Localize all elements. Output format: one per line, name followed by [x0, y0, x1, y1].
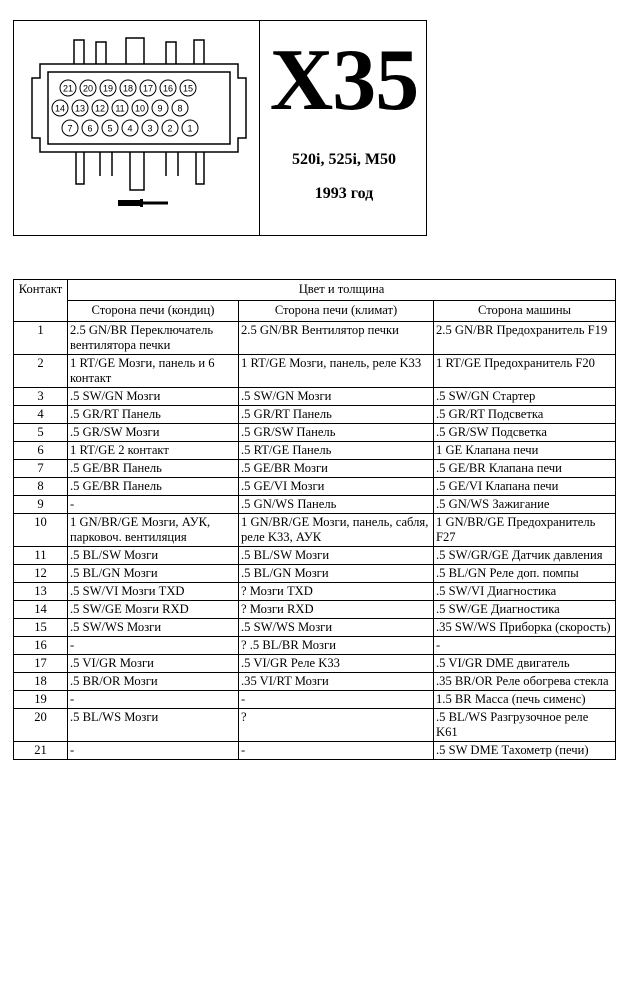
- heater-ac-cell: .5 SW/GN Мозги: [68, 388, 239, 406]
- col-car-header: Сторона машины: [434, 301, 616, 322]
- pin-label: 10: [134, 103, 146, 114]
- car-cell: 2.5 GN/BR Предохранитель F19: [434, 322, 616, 355]
- col-contact-header: Контакт: [14, 280, 68, 322]
- car-cell: .5 SW/GN Стартер: [434, 388, 616, 406]
- heater-climate-cell: .5 GN/WS Панель: [239, 496, 434, 514]
- pin-label: 14: [54, 103, 66, 114]
- pin-cell: 4: [14, 406, 68, 424]
- pin-label: 9: [157, 103, 163, 114]
- pin-label: 7: [67, 123, 73, 134]
- pin-cell: 6: [14, 442, 68, 460]
- heater-climate-cell: .5 GE/VI Мозги: [239, 478, 434, 496]
- pin-label: 17: [142, 83, 154, 94]
- heater-ac-cell: 1 RT/GE 2 контакт: [68, 442, 239, 460]
- wiring-table: [13, 279, 616, 760]
- car-cell: .5 GN/WS Зажигание: [434, 496, 616, 514]
- pin-cell: 20: [14, 709, 68, 742]
- heater-ac-cell: .5 GR/RT Панель: [68, 406, 239, 424]
- table-row: [14, 673, 616, 691]
- header-box: [13, 20, 427, 236]
- car-cell: .5 GR/RT Подсветка: [434, 406, 616, 424]
- table-row: [14, 496, 616, 514]
- table-row: [14, 637, 616, 655]
- pin-cell: 11: [14, 547, 68, 565]
- heater-ac-cell: .5 GR/SW Мозги: [68, 424, 239, 442]
- pin-holes: [52, 80, 198, 136]
- col-heater-ac-header: Сторона печи (кондиц): [68, 301, 239, 322]
- heater-climate-cell: .5 BL/GN Мозги: [239, 565, 434, 583]
- heater-climate-cell: ? Мозги RXD: [239, 601, 434, 619]
- pin-cell: 12: [14, 565, 68, 583]
- pin-cell: 10: [14, 514, 68, 547]
- pin-cell: 17: [14, 655, 68, 673]
- car-cell: .5 VI/GR DME двигатель: [434, 655, 616, 673]
- car-cell: .5 GE/BR Клапана печи: [434, 460, 616, 478]
- heater-climate-cell: .5 RT/GE Панель: [239, 442, 434, 460]
- heater-climate-cell: -: [239, 742, 434, 760]
- pin-cell: 16: [14, 637, 68, 655]
- table-row: [14, 691, 616, 709]
- col-group-header: Цвет и толщина: [68, 280, 616, 301]
- pin-cell: 14: [14, 601, 68, 619]
- car-cell: 1 RT/GE Предохранитель F20: [434, 355, 616, 388]
- pin-label: 12: [94, 103, 106, 114]
- pin-cell: 1: [14, 322, 68, 355]
- pin-cell: 9: [14, 496, 68, 514]
- pin-cell: 18: [14, 673, 68, 691]
- heater-climate-cell: .5 VI/GR Реле K33: [239, 655, 434, 673]
- heater-ac-cell: .5 SW/WS Мозги: [68, 619, 239, 637]
- car-cell: .5 SW/GR/GE Датчик давления: [434, 547, 616, 565]
- car-cell: .5 SW/GE Диагностика: [434, 601, 616, 619]
- heater-ac-cell: .5 SW/VI Мозги TXD: [68, 583, 239, 601]
- car-cell: .5 BL/WS Разгрузочное реле K61: [434, 709, 616, 742]
- heater-ac-cell: .5 BL/GN Мозги: [68, 565, 239, 583]
- heater-climate-cell: 1 GN/BR/GE Мозги, панель, сабля, реле K33, АУК: [239, 514, 434, 547]
- pin-row-bottom: [62, 120, 198, 136]
- pin-label: 20: [82, 83, 94, 94]
- car-cell: 1 GE Клапана печи: [434, 442, 616, 460]
- heater-ac-cell: .5 GE/BR Панель: [68, 460, 239, 478]
- pin-label: 18: [122, 83, 134, 94]
- heater-ac-cell: -: [68, 637, 239, 655]
- heater-climate-cell: -: [239, 691, 434, 709]
- table-body: [14, 322, 616, 760]
- table-row: [14, 424, 616, 442]
- pin-row-top: [60, 80, 196, 96]
- table-row: [14, 478, 616, 496]
- pin-cell: 15: [14, 619, 68, 637]
- heater-ac-cell: .5 SW/GE Мозги RXD: [68, 601, 239, 619]
- pin-label: 15: [182, 83, 194, 94]
- table-row: [14, 322, 616, 355]
- car-cell: 1.5 BR Масса (печь сименс): [434, 691, 616, 709]
- table-row: [14, 547, 616, 565]
- car-cell: -: [434, 637, 616, 655]
- col-heater-climate-header: Сторона печи (климат): [239, 301, 434, 322]
- heater-ac-cell: 1 RT/GE Мозги, панель и 6 контакт: [68, 355, 239, 388]
- year-label: 1993 год: [314, 185, 374, 202]
- pin-cell: 13: [14, 583, 68, 601]
- pin-label: 19: [102, 83, 114, 94]
- heater-climate-cell: .5 GE/BR Мозги: [239, 460, 434, 478]
- car-cell: .35 BR/OR Реле обогрева стекла: [434, 673, 616, 691]
- heater-climate-cell: .5 SW/GN Мозги: [239, 388, 434, 406]
- car-cell: .35 SW/WS Приборка (скорость): [434, 619, 616, 637]
- table-row: [14, 709, 616, 742]
- table-row: [14, 742, 616, 760]
- pin-row-middle: [52, 100, 188, 116]
- car-cell: .5 SW DME Тахометр (печи): [434, 742, 616, 760]
- pin-label: 4: [127, 123, 133, 134]
- heater-ac-cell: .5 BL/SW Мозги: [68, 547, 239, 565]
- pin-label: 11: [115, 103, 125, 114]
- car-cell: .5 BL/GN Реле доп. помпы: [434, 565, 616, 583]
- table-row: [14, 619, 616, 637]
- car-cell: .5 GE/VI Клапана печи: [434, 478, 616, 496]
- table-row: [14, 565, 616, 583]
- table-row: [14, 388, 616, 406]
- pin-cell: 8: [14, 478, 68, 496]
- heater-ac-cell: 1 GN/BR/GE Мозги, АУК, парковоч. вентиляция: [68, 514, 239, 547]
- car-cell: .5 SW/VI Диагностика: [434, 583, 616, 601]
- heater-ac-cell: .5 VI/GR Мозги: [68, 655, 239, 673]
- heater-climate-cell: .5 BL/SW Мозги: [239, 547, 434, 565]
- pin-label: 2: [167, 123, 173, 134]
- table-row: [14, 355, 616, 388]
- heater-ac-cell: 2.5 GN/BR Переключатель вентилятора печки: [68, 322, 239, 355]
- heater-ac-cell: .5 BL/WS Мозги: [68, 709, 239, 742]
- table-row: [14, 655, 616, 673]
- heater-climate-cell: .5 GR/RT Панель: [239, 406, 434, 424]
- heater-climate-cell: .5 SW/WS Мозги: [239, 619, 434, 637]
- table-row: [14, 583, 616, 601]
- pin-cell: 5: [14, 424, 68, 442]
- car-cell: 1 GN/BR/GE Предохранитель F27: [434, 514, 616, 547]
- heater-ac-cell: -: [68, 742, 239, 760]
- table-row: [14, 460, 616, 478]
- heater-climate-cell: 2.5 GN/BR Вентилятор печки: [239, 322, 434, 355]
- heater-climate-cell: ? Мозги TXD: [239, 583, 434, 601]
- pin-label: 3: [147, 123, 153, 134]
- pin-label: 6: [87, 123, 93, 134]
- heater-ac-cell: -: [68, 691, 239, 709]
- pin-label: 21: [62, 83, 74, 94]
- pin-label: 5: [107, 123, 113, 134]
- heater-ac-cell: .5 BR/OR Мозги: [68, 673, 239, 691]
- heater-climate-cell: 1 RT/GE Мозги, панель, реле K33: [239, 355, 434, 388]
- heater-ac-cell: .5 GE/BR Панель: [68, 478, 239, 496]
- heater-climate-cell: .35 VI/RT Мозги: [239, 673, 434, 691]
- pin-cell: 7: [14, 460, 68, 478]
- pin-cell: 21: [14, 742, 68, 760]
- models-label: 520i, 525i, M50: [292, 151, 396, 168]
- table-row: [14, 442, 616, 460]
- table-row: [14, 514, 616, 547]
- table-row: [14, 601, 616, 619]
- heater-ac-cell: -: [68, 496, 239, 514]
- heater-climate-cell: ?: [239, 709, 434, 742]
- connector-code: X35: [269, 32, 419, 129]
- connector-diagram: [26, 34, 252, 206]
- pin-cell: 2: [14, 355, 68, 388]
- pin-cell: 3: [14, 388, 68, 406]
- heater-climate-cell: .5 GR/SW Панель: [239, 424, 434, 442]
- car-cell: .5 GR/SW Подсветка: [434, 424, 616, 442]
- pin-cell: 19: [14, 691, 68, 709]
- pin-label: 16: [162, 83, 174, 94]
- pin-label: 13: [74, 103, 86, 114]
- heater-climate-cell: ? .5 BL/BR Мозги: [239, 637, 434, 655]
- crimp-tool-icon: [114, 195, 174, 211]
- pin-label: 1: [187, 123, 193, 134]
- table-row: [14, 406, 616, 424]
- pin-label: 8: [177, 103, 183, 114]
